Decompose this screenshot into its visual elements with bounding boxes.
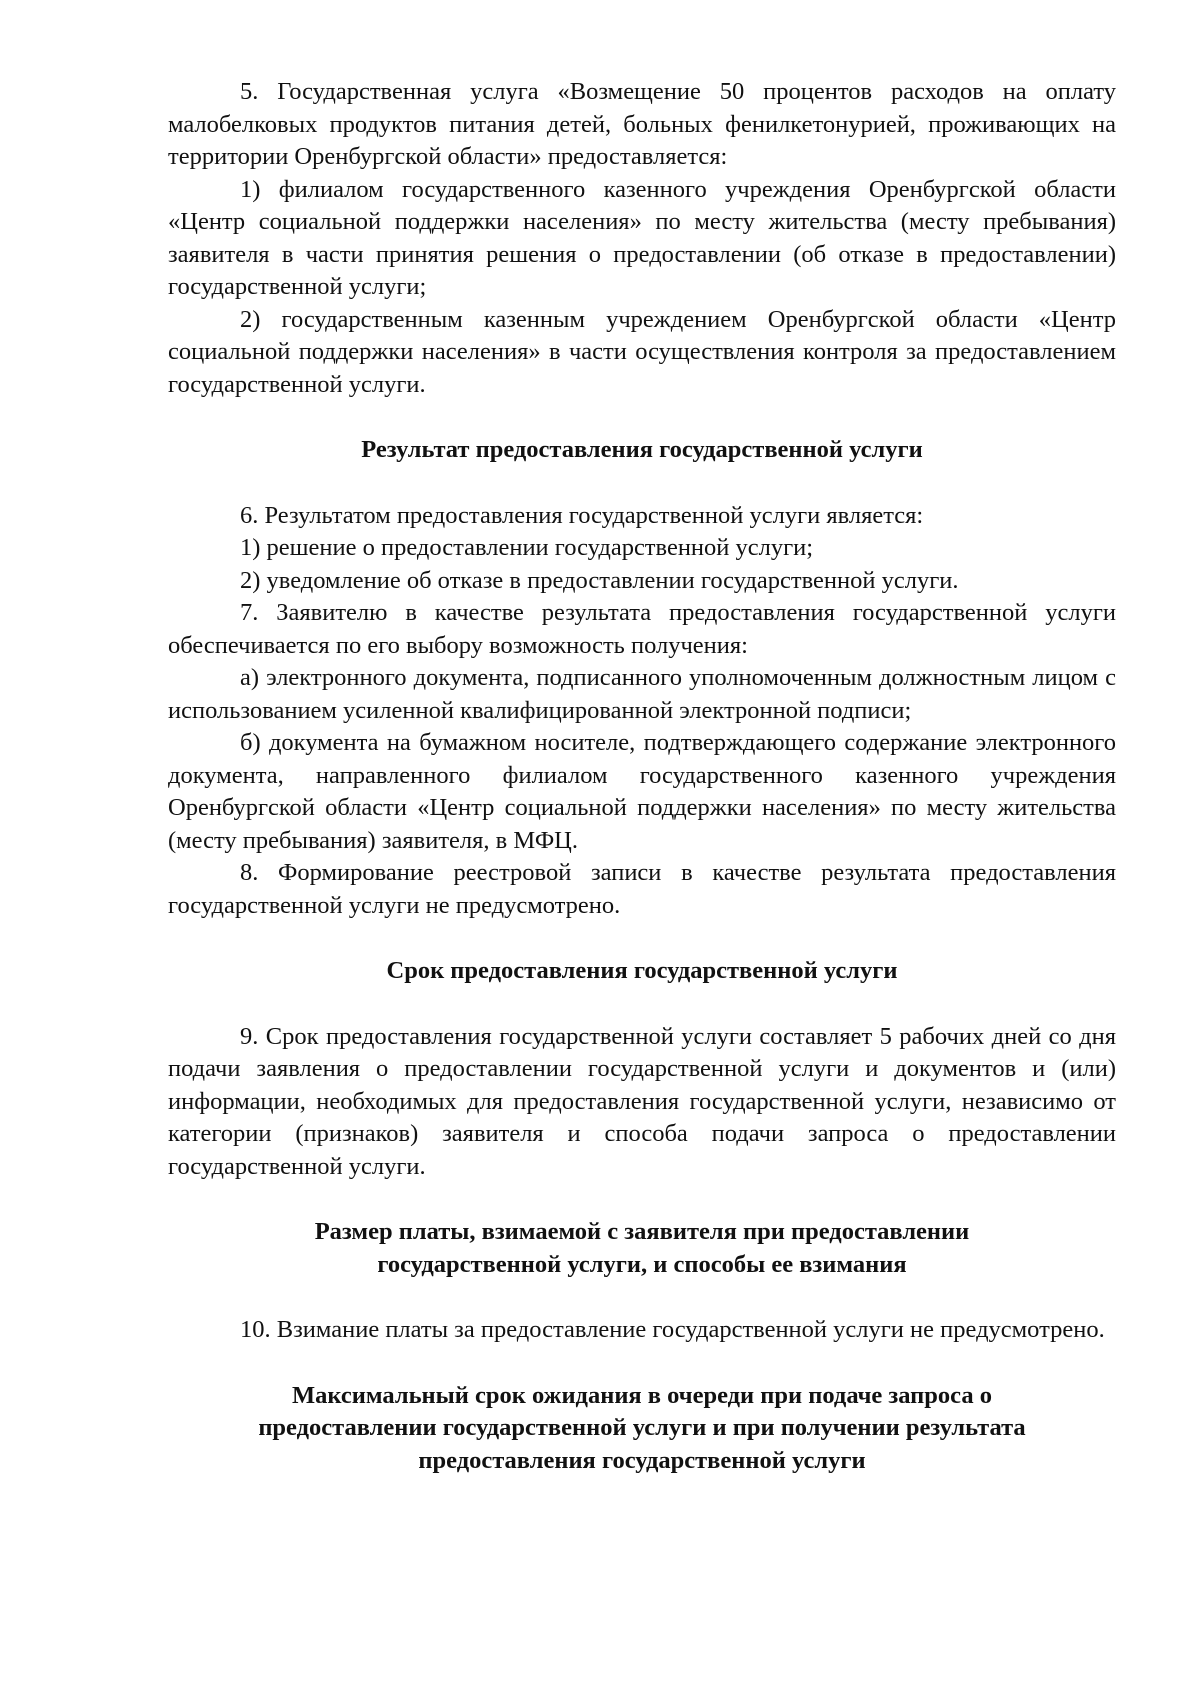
paragraph-10: 10. Взимание платы за предоставление государственной услуги не предусмотрено. xyxy=(240,1316,1105,1343)
heading-fee-line-2: государственной услуги, и способы ее взимания xyxy=(377,1250,907,1278)
heading-fee-line-1: Размер платы, взимаемой с заявителя при предоставлении xyxy=(314,1218,970,1245)
paragraph-5-2: 2) государственным казенным учреждением Оренбургской области «Центр социальной поддержки населения» в части осуществления контроля за предоставлением государственной услуги. xyxy=(168,305,1116,398)
paragraph-7-a: а) электронного документа, подписанного уполномоченным должностным лицом с использованием усиленной квалифицированной электронной подписи; xyxy=(168,664,1116,724)
heading-term: Срок предоставления государственной услуги xyxy=(386,957,898,984)
document-page xyxy=(168,76,1116,1477)
paragraph-5-1: 1) филиалом государственного казенного учреждения Оренбургской области «Центр социальной поддержки населения» по месту жительства (месту пребывания) заявителя в части принятия решения о предоставлении (об отказе в предоставлении) государственной услуги; xyxy=(168,175,1116,300)
heading-queue-line-2: предоставлении государственной услуги и при получении результата xyxy=(258,1414,1026,1441)
heading-queue-line-3: предоставления государственной услуги xyxy=(418,1446,866,1474)
paragraph-9: 9. Срок предоставления государственной услуги составляет 5 рабочих дней со дня подачи заявления о предоставлении государственной услуги и документов и (или) информации, необходимых для предоставления государственной услуги, независимо от категории (признаков) заявителя и способа подачи запроса о предоставлении государственной услуги. xyxy=(168,1022,1116,1180)
heading-queue xyxy=(168,1380,1116,1478)
paragraph-6: 6. Результатом предоставления государственной услуги является: xyxy=(240,501,924,529)
paragraph-6-1: 1) решение о предоставлении государственной услуги; xyxy=(240,534,814,561)
paragraph-7: 7. Заявителю в качестве результата предоставления государственной услуги обеспечивается по его выбору возможность получения: xyxy=(168,599,1116,659)
paragraph-6-2: 2) уведомление об отказе в предоставлении государственной услуги. xyxy=(240,566,959,594)
heading-fee xyxy=(168,1216,1116,1281)
heading-result: Результат предоставления государственной услуги xyxy=(361,436,923,463)
heading-queue-line-1: Максимальный срок ожидания в очереди при подаче запроса о xyxy=(292,1381,992,1409)
paragraph-7-b: б) документа на бумажном носителе, подтверждающего содержание электронного документа, направленного филиалом государственного казенного учреждения Оренбургской области «Центр социальной поддержки населения» по месту жительства (месту пребывания) заявителя, в МФЦ. xyxy=(168,729,1116,854)
paragraph-8: 8. Формирование реестровой записи в качестве результата предоставления государственной услуги не предусмотрено. xyxy=(168,859,1116,919)
paragraph-5: 5. Государственная услуга «Возмещение 50 процентов расходов на оплату малобелковых продуктов питания детей, больных фенилкетонурией, проживающих на территории Оренбургской области» предоставляется: xyxy=(168,78,1116,170)
